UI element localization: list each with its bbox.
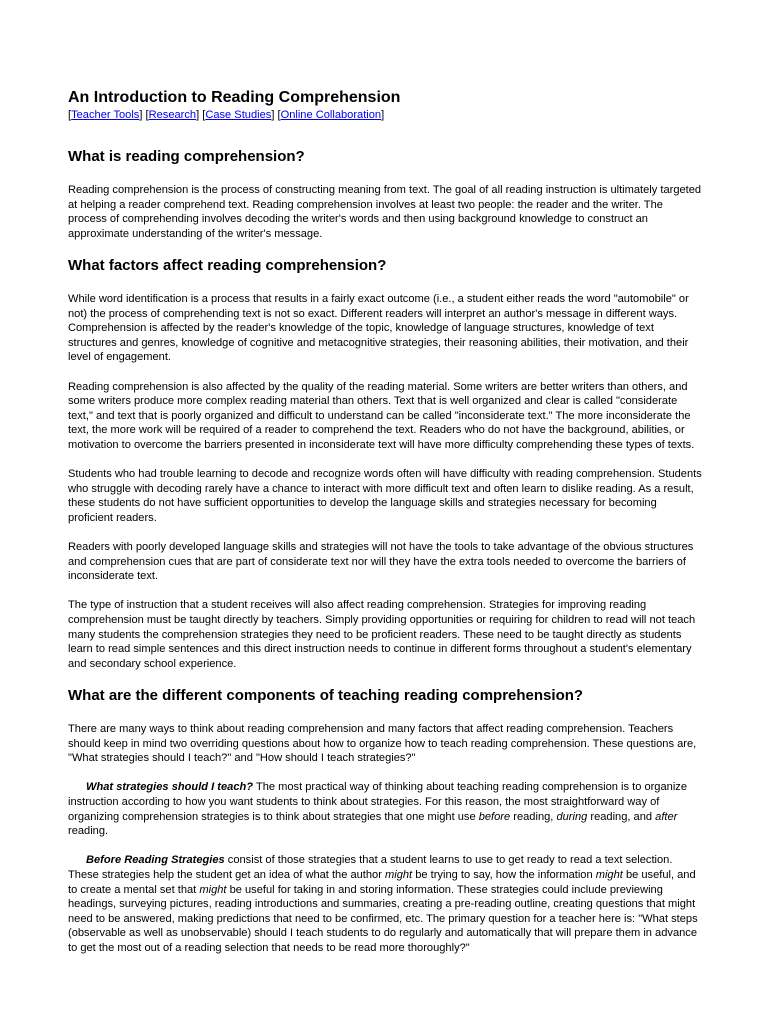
paragraph: Students who had trouble learning to decode and recognize words often will have difficulty with reading comprehension. Students who struggle with decoding rarely have a chance to interact with more difficult text and often learn to dislike reading. As a result, these students do not have sufficient opportunities to develop the language skills and strategies necessary for becoming proficient readers.: [68, 468, 702, 524]
lead-phrase: Before Reading Strategies: [86, 854, 225, 867]
section-heading-components: What are the different components of teaching reading comprehension?: [68, 687, 584, 704]
paragraph: Reading comprehension is also affected by the quality of the reading material. Some writers are better writers than others, and some writers produce more complex reading material than others. Text that is well organized and clear is called "considerate text," and text that is poorly organized and difficult to understand can be called "inconsiderate text." The more inconsiderate the text, the more work will be required of a reader to comprehend the text. Readers who do not have the background, abilities, or motivation to overcome the barriers presented in inconsiderate text will have more difficulty comprehending these types of texts.: [68, 380, 695, 451]
paragraph: While word identification is a process that results in a fairly exact outcome (i.e., a student either reads the word "automobile" or not) the process of comprehending text is not so exact. Different readers will interpret an author's message in different ways. Comprehension is affected by the reader's knowledge of the topic, knowledge of language structures, knowledge of text structures and genres, knowledge of cognitive and metacognitive strategies, their reasoning abilities, their motivation, and their level of engagement.: [68, 292, 689, 364]
nav-links: [68, 108, 704, 122]
paragraph-text: be useful for taking in and storing information. These strategies could include previewing headings, surveying pictures, reading introductions and summaries, creating a pre-reading outline, creating questions that might need to be answered, making predictions that need to be confirmed, etc. The primary question for a teacher here is: "What steps (observable as well as unobservable) should I teach students to do regularly and automatically that will prepare them in advance to get the most out of a reading selection that needs to be read more thoroughly?": [68, 883, 698, 954]
emphasis-text: after: [655, 810, 678, 823]
paragraph-text: The most practical way of thinking about teaching reading comprehension is to organize instruction according to how you want students to think about strategies. For this reason, the most straightforward way of organizing comprehension strategies is to think about strategies that one might use: [68, 781, 687, 823]
paragraph-before-reading: [68, 853, 704, 955]
nav-separator: ] [: [139, 109, 149, 121]
paragraph: Reading comprehension is the process of constructing meaning from text. The goal of all reading instruction is ultimately targeted at helping a reader comprehend text. Reading comprehension involves at least two people: the reader and the writer. The process of comprehending involves decoding the writer's words and then using background knowledge to construct an approximate understanding of the writer's message.: [68, 184, 702, 240]
section-heading-factors: What factors affect reading comprehension?: [68, 256, 387, 274]
nav-separator: ] [: [196, 109, 206, 121]
paragraph-text: reading, and: [587, 810, 656, 823]
page-title: An Introduction to Reading Comprehension: [68, 89, 401, 106]
paragraph-text: be trying to say, how the information: [412, 868, 596, 881]
document-page: [68, 88, 704, 970]
emphasis-text: might: [385, 868, 413, 881]
link-case-studies[interactable]: Case Studies: [205, 109, 272, 121]
paragraph-text: reading,: [510, 810, 557, 823]
emphasis-text: might: [595, 868, 623, 881]
link-online-collaboration[interactable]: Online Collaboration: [280, 109, 382, 121]
emphasis-text: might: [199, 883, 227, 896]
paragraph-text: consist of those strategies that a student learns to use to get ready to read a text selection. These strategies help the student get an idea of what the author: [68, 854, 673, 881]
paragraph: The type of instruction that a student receives will also affect reading comprehension. Strategies for improving reading comprehension must be taught directly by teachers. Simply providing opportunities or requiring for children to read will not teach many students the comprehension strategies they need to be proficient readers. These need to be taught directly as students learn to read simple sentences and this direct instruction needs to continue in different forms throughout a student's elementary and secondary school experience.: [68, 599, 696, 670]
nav-separator: ] [: [271, 109, 281, 121]
section-heading-what-is: What is reading comprehension?: [68, 148, 305, 165]
link-teacher-tools[interactable]: Teacher Tools: [71, 109, 140, 121]
paragraph: Readers with poorly developed language skills and strategies will not have the tools to take advantage of the obvious structures and comprehension cues that are part of considerate text nor will they have the extra tools needed to overcome the barriers of inconsiderate text.: [68, 541, 694, 583]
lead-phrase: What strategies should I teach?: [86, 781, 254, 794]
paragraph-text: reading.: [68, 825, 109, 838]
paragraph-text: be useful, and to create a mental set that: [68, 868, 696, 896]
emphasis-text: before: [478, 810, 511, 823]
paragraph-what-strategies: [68, 780, 704, 838]
link-research[interactable]: Research: [148, 109, 197, 121]
paragraph: There are many ways to think about reading comprehension and many factors that affect reading comprehension. Teachers should keep in mind two overriding questions about how to organize how to teach reading comprehension. These questions are, "What strategies should I teach?" and "How should I teach strategies?": [68, 723, 697, 765]
emphasis-text: during: [556, 810, 588, 823]
nav-bracket: ]: [381, 109, 385, 121]
nav-bracket: [: [68, 109, 72, 121]
